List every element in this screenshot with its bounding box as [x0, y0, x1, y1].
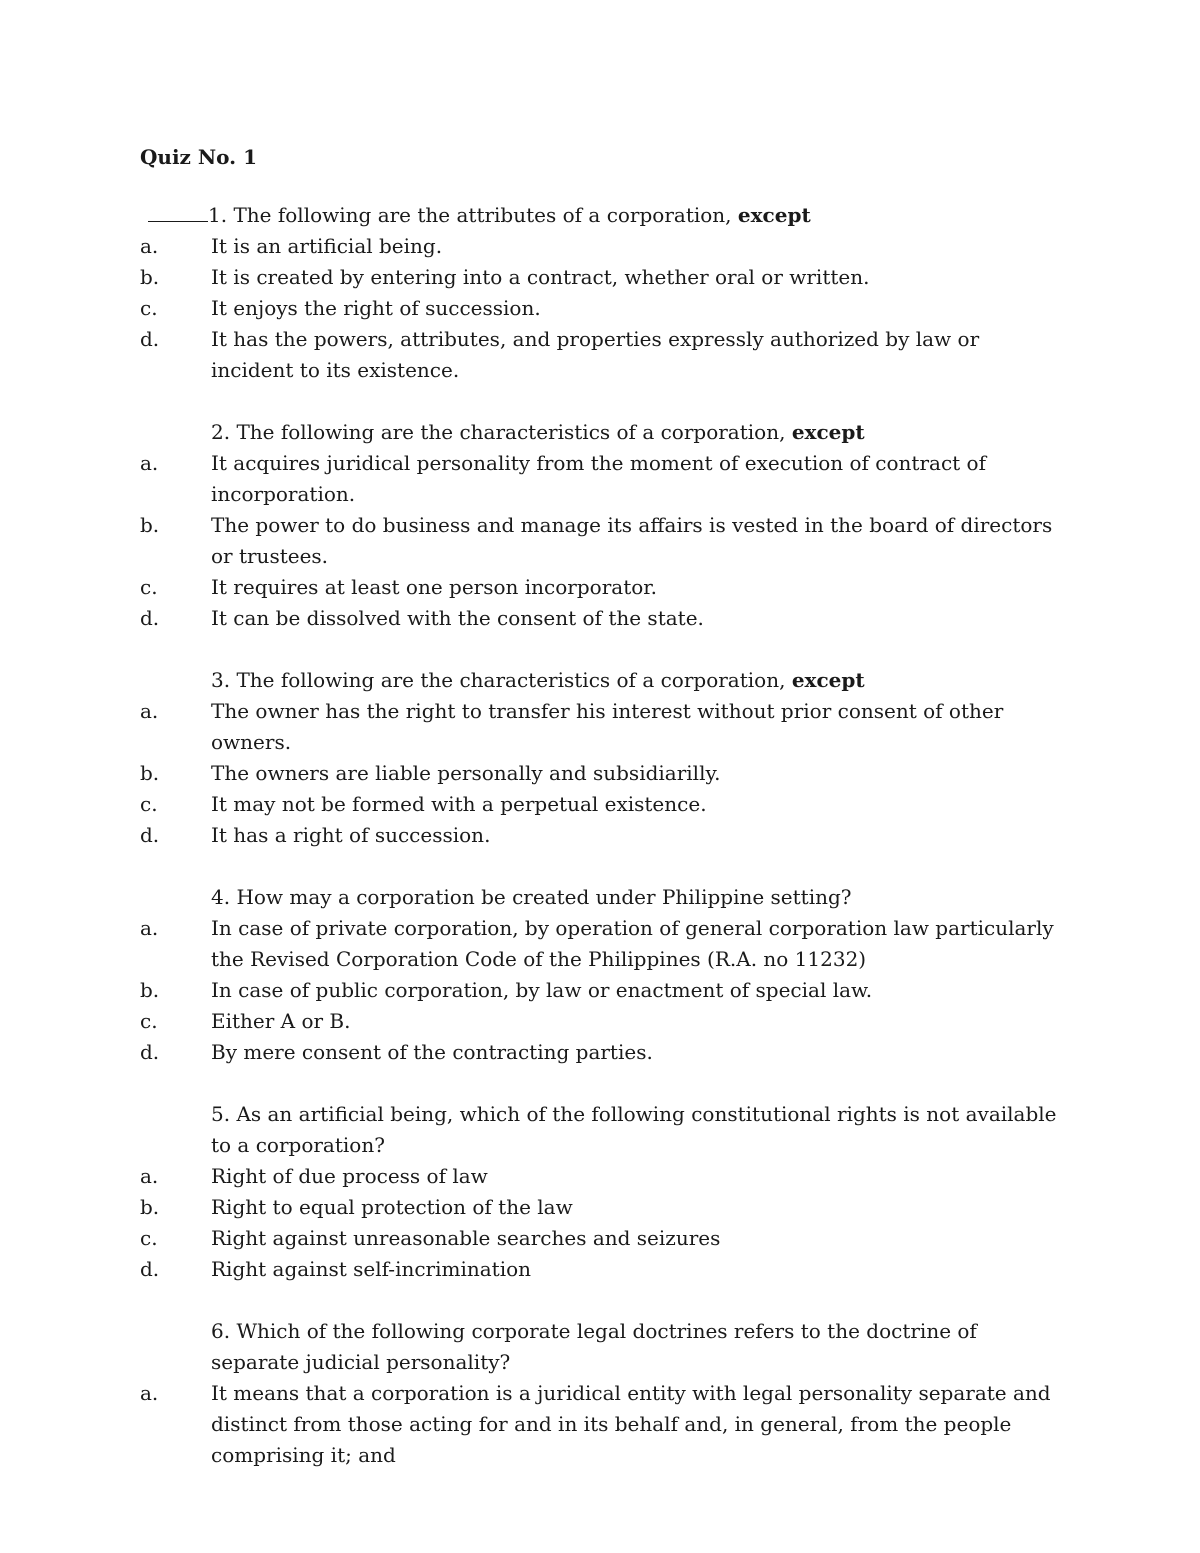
choice-letter: c. [140, 1009, 158, 1033]
choice-text: It can be dissolved with the consent of the state. [211, 606, 704, 630]
question-5 [140, 1099, 1060, 1161]
answer-choice [140, 262, 1060, 293]
choice-text: Right to equal protection of the law [211, 1195, 573, 1219]
question-prompt: 6. Which of the following corporate legal doctrines refers to the doctrine of separate judicial personality? [211, 1319, 977, 1374]
choice-text: The owners are liable personally and subsidiarilly. [211, 761, 721, 785]
choice-letter: b. [140, 265, 160, 289]
choice-letter: a. [140, 916, 159, 940]
choice-letter: d. [140, 1040, 160, 1064]
question-2 [140, 417, 1060, 448]
answer-choice [140, 758, 1060, 789]
choice-text: Right against unreasonable searches and seizures [211, 1226, 721, 1250]
question-emphasis: except [791, 420, 865, 444]
choice-text: It may not be formed with a perpetual existence. [211, 792, 707, 816]
answer-choice [140, 696, 1060, 758]
choice-letter: b. [140, 513, 160, 537]
question-4 [140, 882, 1060, 913]
answer-choice [140, 1161, 1060, 1192]
answer-choice [140, 293, 1060, 324]
answer-choice [140, 1006, 1060, 1037]
choice-letter: c. [140, 296, 158, 320]
choice-text: By mere consent of the contracting parties. [211, 1040, 653, 1064]
choice-letter: a. [140, 699, 159, 723]
question-emphasis: except [737, 203, 811, 227]
answer-choice [140, 1378, 1060, 1471]
answer-choice [140, 324, 1060, 386]
choice-letter: a. [140, 451, 159, 475]
choice-text: It is an artificial being. [211, 234, 443, 258]
choice-text: It requires at least one person incorporator. [211, 575, 657, 599]
choice-letter: b. [140, 1195, 160, 1219]
answer-choice [140, 231, 1060, 262]
choice-text: It acquires juridical personality from the moment of execution of contract of incorporation. [211, 451, 986, 506]
answer-choice [140, 913, 1060, 975]
choice-text: It has a right of succession. [211, 823, 491, 847]
choice-text: It has the powers, attributes, and properties expressly authorized by law or incident to its existence. [211, 327, 980, 382]
question-prompt: 1. The following are the attributes of a corporation, [208, 203, 738, 227]
quiz-content [140, 200, 1060, 1471]
choice-text: It enjoys the right of succession. [211, 296, 541, 320]
question-spacer [140, 851, 1060, 882]
choice-letter: c. [140, 575, 158, 599]
question-prompt: 4. How may a corporation be created under Philippine setting? [211, 885, 852, 909]
choice-letter: b. [140, 761, 160, 785]
choice-letter: d. [140, 1257, 160, 1281]
choice-text: The owner has the right to transfer his interest without prior consent of other owners. [211, 699, 1004, 754]
question-1 [140, 200, 1060, 231]
question-spacer [140, 1068, 1060, 1099]
choice-text: It means that a corporation is a juridical entity with legal personality separate and distinct from those acting for and in its behalf and, in general, from the people comprising it; and [211, 1381, 1051, 1467]
answer-choice [140, 975, 1060, 1006]
question-emphasis: except [791, 668, 865, 692]
answer-choice [140, 572, 1060, 603]
answer-choice [140, 1037, 1060, 1068]
answer-choice [140, 789, 1060, 820]
question-prompt: 5. As an artificial being, which of the following constitutional rights is not available to a corporation? [211, 1102, 1057, 1157]
choice-text: In case of public corporation, by law or enactment of special law. [211, 978, 873, 1002]
choice-letter: a. [140, 234, 159, 258]
answer-choice [140, 1223, 1060, 1254]
choice-letter: c. [140, 792, 158, 816]
choice-text: Right of due process of law [211, 1164, 488, 1188]
answer-choice [140, 1254, 1060, 1285]
question-prompt: 3. The following are the characteristics of a corporation, [211, 668, 792, 692]
question-spacer [140, 634, 1060, 665]
question-spacer [140, 1285, 1060, 1316]
question-6 [140, 1316, 1060, 1378]
question-spacer [140, 386, 1060, 417]
choice-letter: a. [140, 1164, 159, 1188]
choice-text: In case of private corporation, by operation of general corporation law particularly the Revised Corporation Code of the Philippines (R.A. no 11232) [211, 916, 1054, 971]
choice-letter: b. [140, 978, 160, 1002]
choice-letter: d. [140, 606, 160, 630]
answer-choice [140, 510, 1060, 572]
choice-text: Either A or B. [211, 1009, 351, 1033]
answer-choice [140, 820, 1060, 851]
choice-text: Right against self-incrimination [211, 1257, 532, 1281]
answer-choice [140, 603, 1060, 634]
choice-letter: a. [140, 1381, 159, 1405]
answer-choice [140, 1192, 1060, 1223]
choice-text: The power to do business and manage its affairs is vested in the board of directors or trustees. [211, 513, 1053, 568]
choice-letter: c. [140, 1226, 158, 1250]
answer-blank [148, 201, 208, 222]
choice-letter: d. [140, 823, 160, 847]
question-prompt: 2. The following are the characteristics of a corporation, [211, 420, 792, 444]
answer-choice [140, 448, 1060, 510]
question-3 [140, 665, 1060, 696]
choice-letter: d. [140, 327, 160, 351]
page-title: Quiz No. 1 [140, 145, 257, 169]
choice-text: It is created by entering into a contract, whether oral or written. [211, 265, 870, 289]
